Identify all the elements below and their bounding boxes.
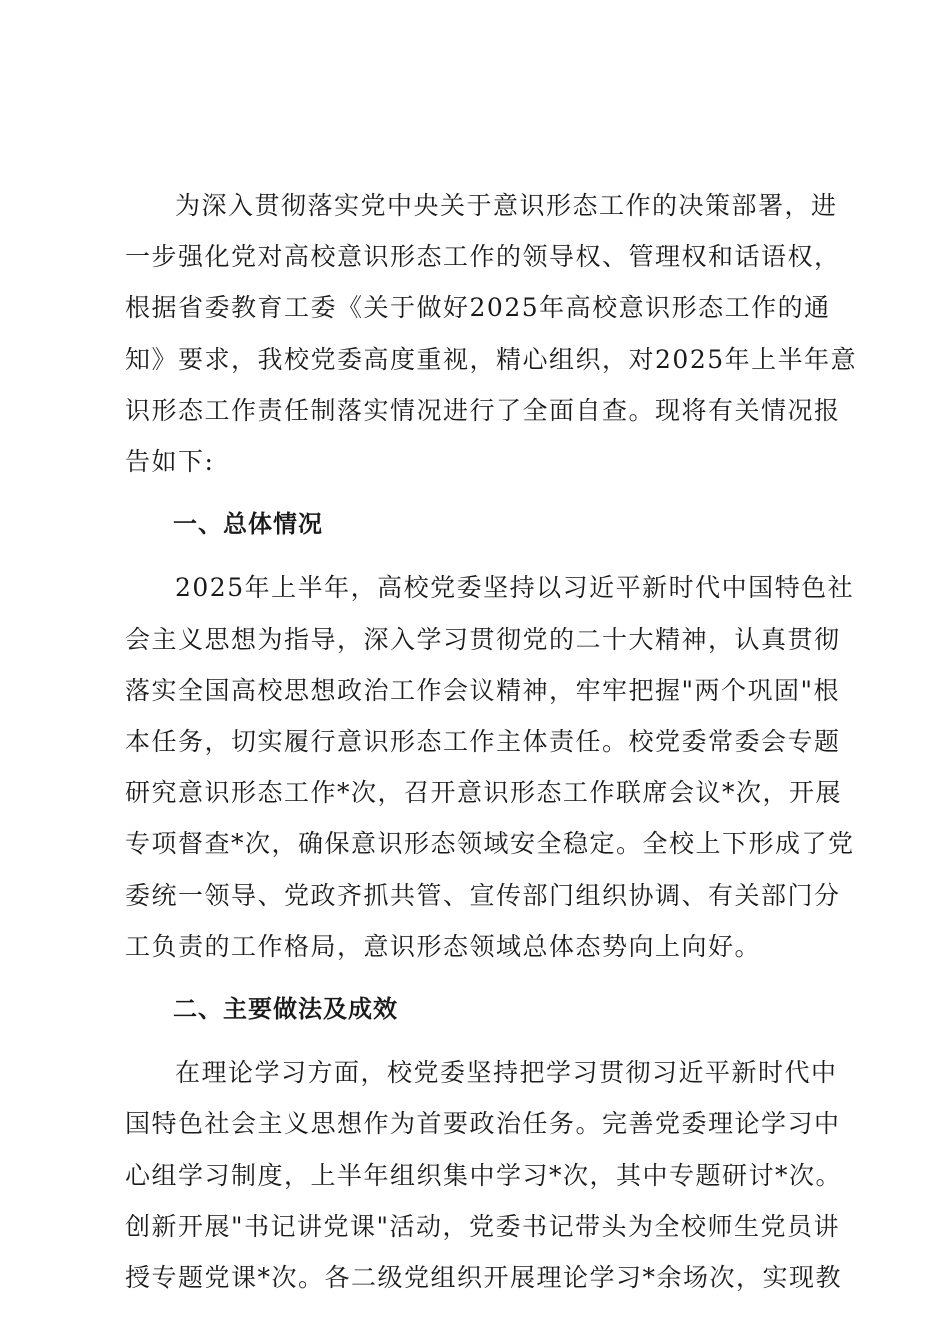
text-line: 国特色社会主义思想作为首要政治任务。完善党委理论学习中 — [125, 1109, 841, 1139]
practices-paragraph — [125, 1047, 843, 1303]
intro-paragraph — [125, 180, 858, 487]
text-line: 本任务，切实履行意识形态工作主体责任。校党委常委会专题 — [125, 727, 841, 757]
text-line: 在理论学习方面，校党委坚持把学习贯彻习近平新时代中 — [175, 1058, 838, 1088]
text-line: 心组学习制度，上半年组织集中学习*次，其中专题研讨*次。 — [125, 1160, 843, 1190]
text-line: 创新开展"书记讲党课"活动，党委书记带头为全校师生党员讲 — [125, 1211, 841, 1241]
text-line: 会主义思想为指导，深入学习贯彻党的二十大精神，认真贯彻 — [125, 624, 841, 654]
text-line: 识形态工作责任制落实情况进行了全面自查。现将有关情况报 — [125, 395, 841, 425]
text-line: 2025年上半年，高校党委坚持以习近平新时代中国特色社 — [175, 573, 855, 603]
text-line: 为深入贯彻落实党中央关于意识形态工作的决策部署，进 — [175, 191, 838, 220]
text-line: 授专题党课*次。各二级党组织开展理论学习*余场次，实现教 — [125, 1263, 843, 1293]
section-heading-overview: 一、总体情况 — [173, 510, 323, 539]
text-line: 研究意识形态工作*次，召开意识形态工作联席会议*次，开展 — [125, 778, 843, 808]
text-line: 落实全国高校思想政治工作会议精神，牢牢把握"两个巩固"根 — [125, 675, 841, 705]
text-line: 告如下: — [125, 447, 215, 477]
text-line: 委统一领导、党政齐抓共管、宣传部门组织协调、有关部门分 — [125, 880, 841, 910]
text-line: 知》要求，我校党委高度重视，精心组织，对2025年上半年意 — [125, 344, 858, 374]
text-line: 工负责的工作格局，意识形态领域总体态势向上向好。 — [125, 931, 762, 961]
text-line: 一步强化党对高校意识形态工作的领导权、管理权和话语权， — [125, 242, 841, 272]
text-line: 根据省委教育工委《关于做好2025年高校意识形态工作的通 — [125, 293, 831, 323]
section-heading-practices: 二、主要做法及成效 — [173, 995, 398, 1024]
overview-paragraph — [125, 562, 855, 972]
text-line: 专项督查*次，确保意识形态领域安全稳定。全校上下形成了党 — [125, 829, 855, 859]
document-body — [125, 180, 858, 1303]
